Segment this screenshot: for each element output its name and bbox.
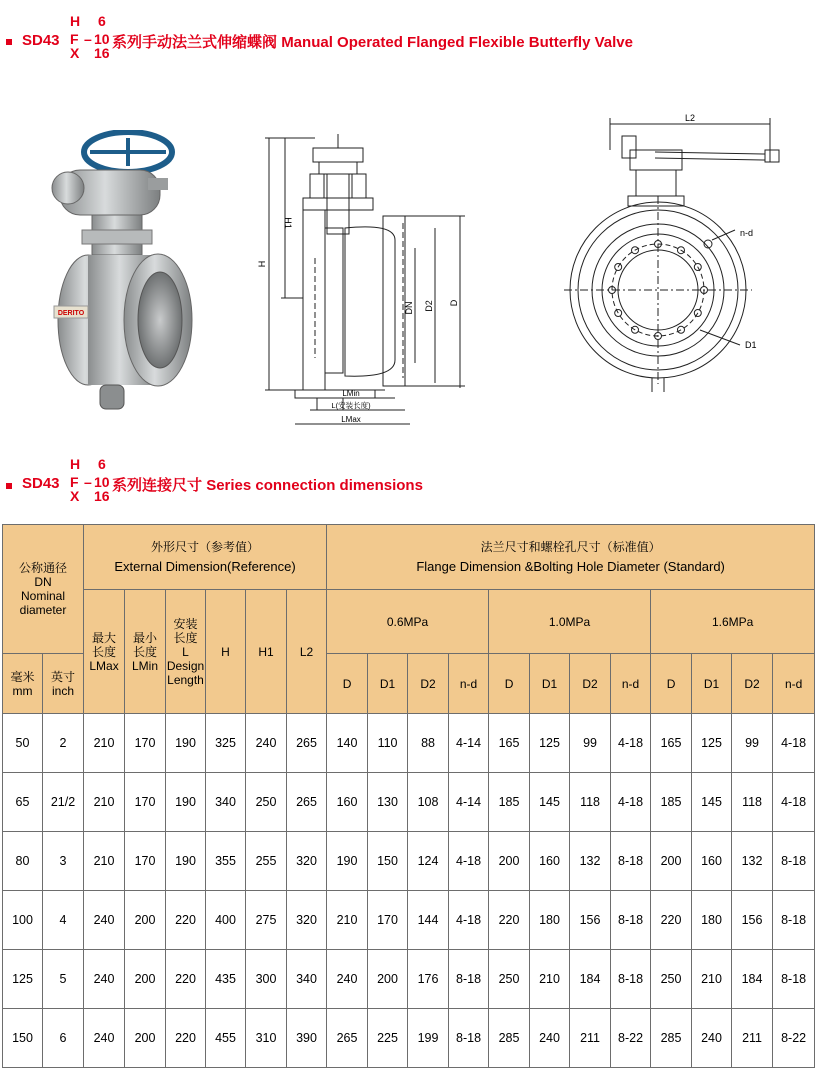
header-dn — [3, 525, 84, 654]
table-body — [3, 714, 815, 1068]
table-cell: 156 — [570, 891, 611, 950]
table-cell: 8-18 — [449, 950, 489, 1009]
table-cell: 5 — [43, 950, 84, 1009]
model-prefix: SD43 — [22, 475, 60, 492]
table-cell: 132 — [732, 832, 773, 891]
table-cell: 200 — [651, 832, 692, 891]
model-prefix: SD43 — [22, 32, 60, 49]
header-lmax-cn2: 长度 — [92, 644, 117, 659]
header-dn-en1: Nominal — [21, 589, 66, 603]
model-stack-top-num: 6 — [98, 456, 106, 472]
model-stack-bot-x: X — [70, 45, 80, 61]
header-dn-en2: diameter — [19, 603, 67, 617]
connection-dimensions-table — [2, 524, 815, 1068]
table-cell: 200 — [489, 832, 530, 891]
header-16-d2: D2 — [732, 654, 773, 714]
table-cell: 240 — [84, 891, 125, 950]
dim-label-lmin: LMin — [342, 389, 360, 398]
header-flange — [327, 525, 815, 590]
table-cell: 220 — [489, 891, 530, 950]
bullet-icon — [6, 39, 12, 45]
model-stack-bot-x: X — [70, 488, 80, 504]
table-cell: 275 — [246, 891, 287, 950]
dim-label-d2: D2 — [424, 300, 434, 312]
bolt-hole — [678, 326, 685, 333]
bolt-hole — [694, 264, 701, 271]
header-inch — [43, 654, 84, 714]
table-cell: 8-18 — [773, 832, 815, 891]
table-cell: 211 — [732, 1009, 773, 1068]
header-l — [166, 590, 206, 714]
header-inch-en: inch — [52, 683, 75, 698]
model-stack-bot-num: 16 — [94, 488, 110, 504]
table-cell: 8-22 — [773, 1009, 815, 1068]
dim-label-l: L(安装长度) — [331, 401, 371, 410]
table-cell: 8-18 — [611, 832, 651, 891]
table-cell: 210 — [530, 950, 570, 1009]
table-cell: 200 — [125, 1009, 166, 1068]
table-cell: 200 — [125, 891, 166, 950]
table-cell: 50 — [3, 714, 43, 773]
table-cell: 118 — [732, 773, 773, 832]
table-cell: 220 — [166, 891, 206, 950]
header-l-en1: Design — [166, 658, 205, 673]
header-pressure-10: 1.0MPa — [489, 590, 651, 654]
heading-text — [112, 474, 423, 495]
table-cell: 156 — [732, 891, 773, 950]
model-stack-top-num: 6 — [98, 13, 106, 29]
table-cell: 99 — [570, 714, 611, 773]
model-stack-mid-num: 10 — [94, 31, 110, 47]
table-cell: 265 — [287, 714, 327, 773]
table-cell: 124 — [408, 832, 449, 891]
header-mm — [3, 654, 43, 714]
table-cell: 108 — [408, 773, 449, 832]
header-l-cn2: 长度 — [173, 630, 198, 645]
table-cell: 185 — [489, 773, 530, 832]
table-cell: 200 — [125, 950, 166, 1009]
dim-label-h1: H1 — [283, 217, 293, 229]
table-cell: 250 — [651, 950, 692, 1009]
bolt-hole — [615, 264, 622, 271]
heading-en: Series connection dimensions — [206, 477, 423, 494]
header-h1: H1 — [246, 590, 287, 714]
header-external — [84, 525, 327, 590]
table-cell: 240 — [327, 950, 368, 1009]
header-external-cn: 外形尺寸（参考值） — [151, 540, 260, 554]
table-cell: 320 — [287, 832, 327, 891]
table-cell: 8-18 — [773, 950, 815, 1009]
header-16-nd: n-d — [773, 654, 815, 714]
table-cell: 320 — [287, 891, 327, 950]
table-cell: 132 — [570, 832, 611, 891]
table-cell: 6 — [43, 1009, 84, 1068]
table-cell: 285 — [489, 1009, 530, 1068]
table-row — [3, 891, 815, 950]
model-stack-bot-num: 16 — [94, 45, 110, 61]
table-cell: 199 — [408, 1009, 449, 1068]
table-cell: 184 — [570, 950, 611, 1009]
heading-text — [112, 31, 633, 52]
table-cell: 4-18 — [773, 714, 815, 773]
table-cell: 210 — [84, 773, 125, 832]
header-flange-en: Flange Dimension &Bolting Hole Diameter (Standard) — [416, 559, 725, 574]
table-cell: 340 — [287, 950, 327, 1009]
model-stack-mid-num: 10 — [94, 474, 110, 490]
nameplate-text: DERITO — [57, 310, 85, 317]
table-cell: 88 — [408, 714, 449, 773]
heading-main — [6, 12, 786, 62]
table-cell: 211 — [570, 1009, 611, 1068]
table-cell: 4-18 — [611, 773, 651, 832]
heading-en: Manual Operated Flanged Flexible Butterfly Valve — [281, 34, 633, 51]
table-cell: 355 — [206, 832, 246, 891]
table-cell: 4-18 — [449, 891, 489, 950]
header-dn-cn: 公称通径 — [19, 561, 68, 575]
table-cell: 170 — [125, 714, 166, 773]
model-stack-mid-f: F — [70, 31, 79, 47]
bolt-hole — [632, 326, 639, 333]
table-cell: 190 — [327, 832, 368, 891]
table-cell: 170 — [368, 891, 408, 950]
table-cell: 165 — [489, 714, 530, 773]
header-flange-cn: 法兰尺寸和螺栓孔尺寸（标准值） — [480, 540, 661, 554]
table-cell: 180 — [692, 891, 732, 950]
table-cell: 455 — [206, 1009, 246, 1068]
table-cell: 240 — [692, 1009, 732, 1068]
table-cell: 240 — [84, 950, 125, 1009]
header-l-abbr: L — [182, 644, 189, 659]
table-cell: 250 — [489, 950, 530, 1009]
table-cell: 8-22 — [611, 1009, 651, 1068]
table-row — [3, 950, 815, 1009]
table-cell: 165 — [651, 714, 692, 773]
bullet-icon — [6, 483, 12, 489]
model-stack-mid-dash: – — [84, 474, 92, 490]
heading-cn: 系列手动法兰式伸缩蝶阀 — [112, 34, 278, 51]
header-h: H — [206, 590, 246, 714]
header-l-cn1: 安装 — [173, 616, 198, 631]
header-pressure-16: 1.6MPa — [651, 590, 815, 654]
table-cell: 265 — [287, 773, 327, 832]
table-cell: 300 — [246, 950, 287, 1009]
table-cell: 190 — [166, 773, 206, 832]
table-cell: 285 — [651, 1009, 692, 1068]
table-cell: 400 — [206, 891, 246, 950]
header-10-d1: D1 — [530, 654, 570, 714]
table-cell: 2 — [43, 714, 84, 773]
table-cell: 240 — [246, 714, 287, 773]
header-10-d: D — [489, 654, 530, 714]
model-stack-top-h: H — [70, 456, 81, 472]
table-cell: 240 — [84, 1009, 125, 1068]
table-cell: 185 — [651, 773, 692, 832]
table-cell: 80 — [3, 832, 43, 891]
dim-label-d1: D1 — [745, 340, 757, 350]
header-mm-en: mm — [12, 683, 33, 698]
table-cell: 210 — [327, 891, 368, 950]
table-cell: 170 — [125, 832, 166, 891]
table-cell: 4-14 — [449, 714, 489, 773]
table-cell: 340 — [206, 773, 246, 832]
dim-label-nd: n-d — [740, 228, 754, 238]
header-06-nd: n-d — [449, 654, 489, 714]
table-cell: 325 — [206, 714, 246, 773]
table-cell: 125 — [530, 714, 570, 773]
heading-cn: 系列连接尺寸 — [112, 477, 203, 494]
table-cell: 210 — [692, 950, 732, 1009]
table-cell: 160 — [327, 773, 368, 832]
table-cell: 8-18 — [611, 891, 651, 950]
dim-label-d: D — [449, 299, 459, 307]
header-06-d1: D1 — [368, 654, 408, 714]
header-16-d: D — [651, 654, 692, 714]
header-lmax-cn1: 最大 — [92, 630, 117, 645]
table-cell: 118 — [570, 773, 611, 832]
table-cell: 145 — [692, 773, 732, 832]
table-cell: 4-18 — [611, 714, 651, 773]
table-cell: 210 — [84, 832, 125, 891]
header-06-d: D — [327, 654, 368, 714]
table-cell: 220 — [166, 950, 206, 1009]
table-cell: 4-18 — [449, 832, 489, 891]
valve-photo — [40, 130, 200, 420]
table-cell: 8-18 — [611, 950, 651, 1009]
header-10-nd: n-d — [611, 654, 651, 714]
header-l-en2: Length — [167, 672, 204, 687]
table-cell: 100 — [3, 891, 43, 950]
table-cell: 130 — [368, 773, 408, 832]
header-lmin-cn1: 最小 — [133, 630, 158, 645]
header-lmin-en: LMin — [132, 658, 159, 673]
bolt-hole — [701, 287, 708, 294]
table-cell: 170 — [125, 773, 166, 832]
header-l2: L2 — [287, 590, 327, 714]
table-cell: 210 — [84, 714, 125, 773]
table-cell: 200 — [368, 950, 408, 1009]
table-cell: 150 — [368, 832, 408, 891]
table-cell: 144 — [408, 891, 449, 950]
header-pressure-06: 0.6MPa — [327, 590, 489, 654]
table-cell: 190 — [166, 832, 206, 891]
model-stack-top-h: H — [70, 13, 81, 29]
table-cell: 265 — [327, 1009, 368, 1068]
heading-table — [6, 457, 786, 507]
table-row — [3, 1009, 815, 1068]
table-cell: 65 — [3, 773, 43, 832]
side-section-drawing — [255, 128, 480, 433]
header-dn-abbr: DN — [34, 575, 52, 589]
table-cell: 125 — [692, 714, 732, 773]
dim-label-lmax: LMax — [341, 415, 361, 424]
table-cell: 240 — [530, 1009, 570, 1068]
bolt-hole — [678, 247, 685, 254]
header-06-d2: D2 — [408, 654, 449, 714]
table-cell: 180 — [530, 891, 570, 950]
dim-label-h: H — [257, 260, 267, 268]
table-cell: 125 — [3, 950, 43, 1009]
table-cell: 176 — [408, 950, 449, 1009]
table-cell: 3 — [43, 832, 84, 891]
model-stack-mid-dash: – — [84, 31, 92, 47]
bolt-hole — [632, 247, 639, 254]
dim-label-dn: DN — [404, 301, 414, 315]
dim-label-l2: L2 — [684, 113, 696, 123]
header-mm-cn: 毫米 — [10, 669, 35, 684]
table-cell: 110 — [368, 714, 408, 773]
bolt-hole — [655, 333, 662, 340]
header-lmin — [125, 590, 166, 714]
bolt-hole — [694, 310, 701, 317]
table-cell: 4-14 — [449, 773, 489, 832]
table-cell: 225 — [368, 1009, 408, 1068]
table-cell: 190 — [166, 714, 206, 773]
table-cell: 4-18 — [773, 773, 815, 832]
table-cell: 184 — [732, 950, 773, 1009]
table-cell: 255 — [246, 832, 287, 891]
bolt-hole — [609, 287, 616, 294]
table-cell: 160 — [692, 832, 732, 891]
bolt-hole-pattern — [560, 110, 785, 410]
table-cell: 140 — [327, 714, 368, 773]
header-10-d2: D2 — [570, 654, 611, 714]
table-cell: 4 — [43, 891, 84, 950]
table-cell: 435 — [206, 950, 246, 1009]
bolt-hole — [615, 310, 622, 317]
model-stack-mid-f: F — [70, 474, 79, 490]
table-row — [3, 773, 815, 832]
header-16-d1: D1 — [692, 654, 732, 714]
header-inch-cn: 英寸 — [51, 669, 76, 684]
table-row — [3, 714, 815, 773]
table-cell: 150 — [3, 1009, 43, 1068]
header-lmax-en: LMax — [89, 658, 119, 673]
header-lmax — [84, 590, 125, 714]
table-cell: 220 — [166, 1009, 206, 1068]
table-cell: 145 — [530, 773, 570, 832]
header-external-en: External Dimension(Reference) — [114, 559, 296, 574]
table-cell: 220 — [651, 891, 692, 950]
bolt-hole — [655, 241, 662, 248]
table-cell: 8-18 — [773, 891, 815, 950]
table-cell: 250 — [246, 773, 287, 832]
table-cell: 160 — [530, 832, 570, 891]
table-cell: 390 — [287, 1009, 327, 1068]
table-row — [3, 832, 815, 891]
table-cell: 8-18 — [449, 1009, 489, 1068]
table-cell: 21/2 — [43, 773, 84, 832]
table-cell: 310 — [246, 1009, 287, 1068]
header-lmin-cn2: 长度 — [133, 644, 158, 659]
table-cell: 99 — [732, 714, 773, 773]
